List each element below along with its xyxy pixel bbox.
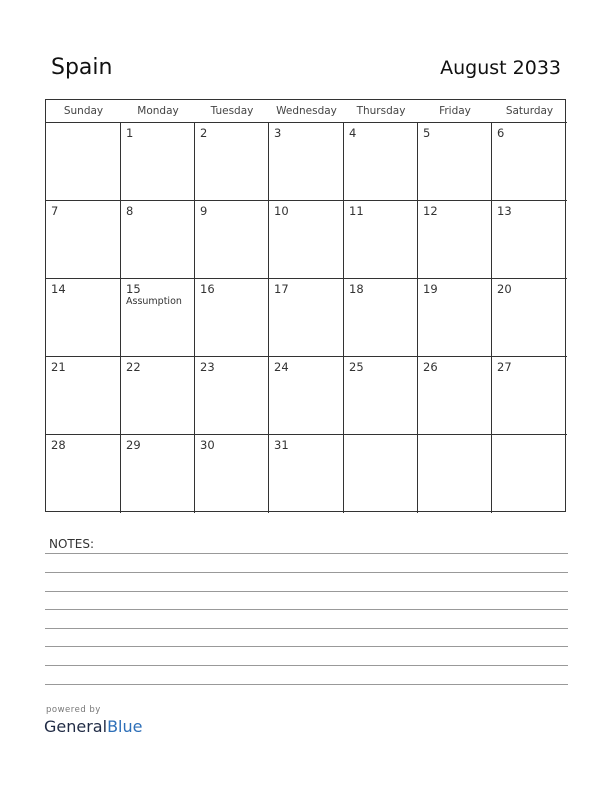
day-cell (269, 357, 344, 435)
weekday-header: Tuesday (195, 100, 269, 123)
weekday-header: Saturday (492, 100, 567, 123)
day-cell (344, 123, 418, 201)
day-cell (121, 279, 195, 357)
day-cell (269, 123, 344, 201)
day-number: 9 (200, 204, 208, 218)
day-number: 13 (497, 204, 512, 218)
day-number: 12 (423, 204, 438, 218)
day-cell (195, 357, 269, 435)
day-cell (269, 279, 344, 357)
note-line (45, 646, 568, 647)
day-cell (269, 435, 344, 513)
day-number: 18 (349, 282, 364, 296)
day-cell (418, 279, 492, 357)
notes-label: NOTES: (49, 537, 94, 551)
country-title: Spain (51, 55, 113, 80)
day-number: 15 (126, 282, 141, 296)
day-cell (121, 357, 195, 435)
calendar-grid (45, 99, 566, 512)
day-cell (46, 279, 121, 357)
day-number: 19 (423, 282, 438, 296)
day-number: 10 (274, 204, 289, 218)
day-number: 4 (349, 126, 357, 140)
day-cell (195, 279, 269, 357)
day-number: 24 (274, 360, 289, 374)
day-number: 26 (423, 360, 438, 374)
day-number: 21 (51, 360, 66, 374)
note-line (45, 665, 568, 666)
day-cell (418, 435, 492, 513)
day-cell (492, 201, 567, 279)
day-cell (46, 201, 121, 279)
month-title: August 2033 (440, 57, 561, 79)
day-number: 2 (200, 126, 208, 140)
note-line (45, 628, 568, 629)
note-line (45, 684, 568, 685)
note-line (45, 609, 568, 610)
day-cell (46, 435, 121, 513)
day-number: 22 (126, 360, 141, 374)
day-cell (121, 123, 195, 201)
day-cell (492, 279, 567, 357)
day-number: 28 (51, 438, 66, 452)
day-cell (46, 357, 121, 435)
day-cell (418, 201, 492, 279)
note-line (45, 591, 568, 592)
day-cell (195, 201, 269, 279)
day-number: 7 (51, 204, 59, 218)
day-number: 11 (349, 204, 364, 218)
day-number: 30 (200, 438, 215, 452)
day-number: 25 (349, 360, 364, 374)
day-cell (344, 357, 418, 435)
day-cell (492, 123, 567, 201)
day-cell (418, 123, 492, 201)
brand-name-part1: General (44, 717, 108, 736)
day-cell (492, 357, 567, 435)
day-number: 16 (200, 282, 215, 296)
weekday-header: Wednesday (269, 100, 344, 123)
day-number: 1 (126, 126, 134, 140)
day-cell (344, 279, 418, 357)
weekday-header: Monday (121, 100, 195, 123)
day-number: 23 (200, 360, 215, 374)
holiday-label: Assumption (126, 296, 182, 307)
day-number: 8 (126, 204, 134, 218)
brand-name-part2: Blue (107, 717, 143, 736)
day-number: 17 (274, 282, 289, 296)
day-number: 20 (497, 282, 512, 296)
brand-logo (44, 717, 142, 736)
day-cell (269, 201, 344, 279)
day-cell (121, 435, 195, 513)
day-cell (46, 123, 121, 201)
day-cell (344, 435, 418, 513)
weekday-header: Friday (418, 100, 492, 123)
day-cell (492, 435, 567, 513)
day-cell (418, 357, 492, 435)
day-cell (121, 201, 195, 279)
day-number: 31 (274, 438, 289, 452)
day-cell (195, 435, 269, 513)
weekday-header: Sunday (46, 100, 121, 123)
day-cell (344, 201, 418, 279)
day-number: 27 (497, 360, 512, 374)
day-number: 14 (51, 282, 66, 296)
weekday-header: Thursday (344, 100, 418, 123)
day-number: 5 (423, 126, 431, 140)
day-number: 6 (497, 126, 505, 140)
day-number: 29 (126, 438, 141, 452)
day-cell (195, 123, 269, 201)
powered-by-text: powered by (46, 705, 101, 715)
note-line (45, 572, 568, 573)
day-number: 3 (274, 126, 282, 140)
note-line (45, 553, 568, 554)
